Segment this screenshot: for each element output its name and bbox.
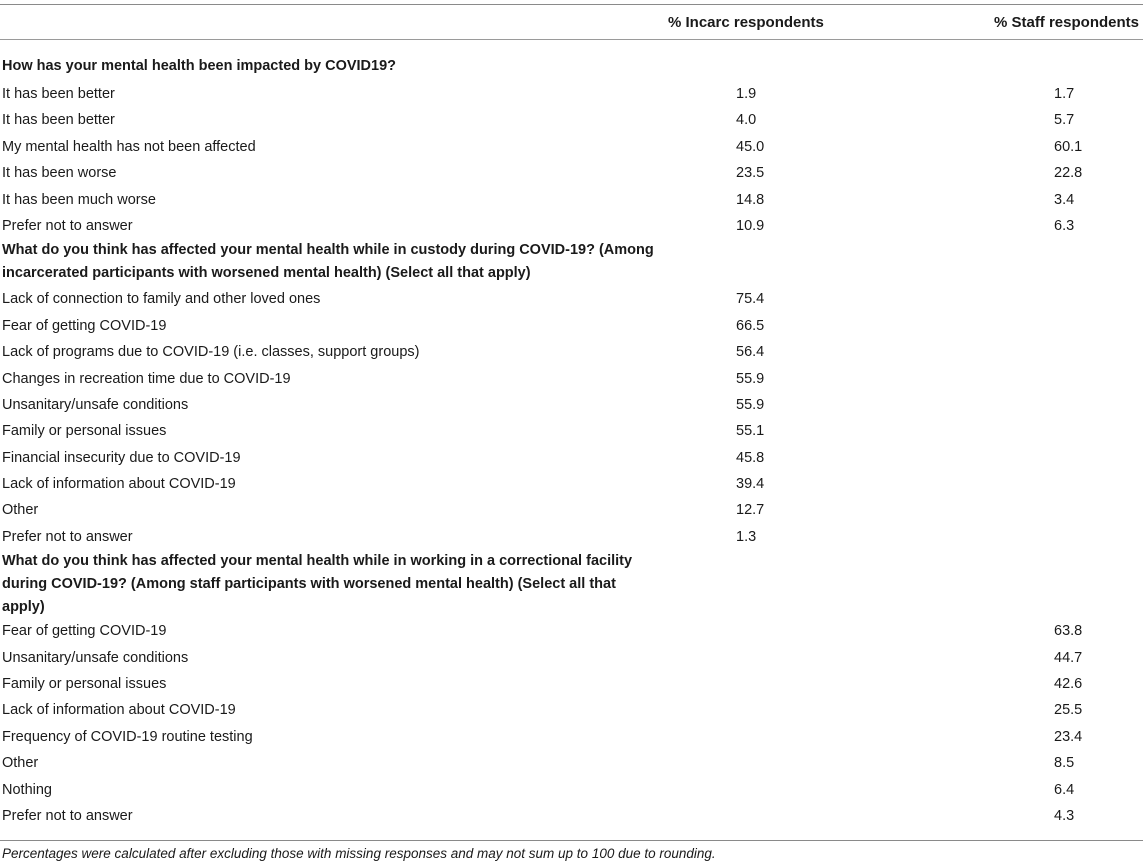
staff-value: 5.7	[1054, 112, 1075, 129]
staff-value: 6.4	[1054, 781, 1075, 798]
incarc-value: 66.5	[736, 317, 765, 334]
incarc-value: 45.8	[736, 449, 765, 466]
incarc-value: 14.8	[736, 191, 765, 208]
table-row	[0, 392, 1143, 418]
table-row	[0, 213, 1143, 239]
staff-value: 63.8	[1054, 623, 1083, 640]
incarc-value: 39.4	[736, 476, 765, 493]
staff-value: 25.5	[1054, 702, 1083, 719]
staff-value: 1.7	[1054, 86, 1075, 102]
row-label: Prefer not to answer	[2, 217, 133, 234]
row-label: Unsanitary/unsafe conditions	[2, 396, 189, 413]
staff-value: 6.3	[1054, 217, 1075, 234]
row-label: Lack of information about COVID-19	[2, 702, 236, 719]
row-label: It has been better	[2, 112, 115, 129]
table-row	[0, 313, 1143, 339]
table-row	[0, 671, 1143, 697]
table-top-rule	[0, 4, 1143, 5]
row-label: Family or personal issues	[2, 423, 167, 440]
incarc-value: 55.9	[736, 396, 765, 413]
table-row	[0, 777, 1143, 803]
incarc-value: 12.7	[736, 502, 765, 519]
row-label: Nothing	[2, 781, 52, 798]
table-row	[0, 471, 1143, 497]
row-label: Financial insecurity due to COVID-19	[2, 449, 241, 466]
table-row	[0, 645, 1143, 671]
table-row	[0, 107, 1143, 133]
row-label: It has been better	[2, 86, 115, 102]
header-rule	[0, 39, 1143, 40]
row-label: Fear of getting COVID-19	[2, 623, 167, 640]
row-label: Other	[2, 755, 39, 772]
row-label: Prefer not to answer	[2, 807, 133, 824]
table-row	[0, 366, 1143, 392]
table-row	[0, 81, 1143, 107]
incarc-value: 45.0	[736, 138, 765, 155]
incarc-value: 55.1	[736, 423, 765, 440]
table-row	[0, 134, 1143, 160]
staff-value: 42.6	[1054, 676, 1083, 693]
incarc-value: 1.9	[736, 86, 757, 102]
staff-value: 44.7	[1054, 649, 1083, 666]
table-row	[0, 697, 1143, 723]
staff-value: 8.5	[1054, 755, 1075, 772]
table-row	[0, 187, 1143, 213]
row-label: It has been worse	[2, 165, 117, 182]
incarc-value: 10.9	[736, 217, 765, 234]
incarc-value: 75.4	[736, 291, 765, 308]
table-header	[0, 12, 1143, 34]
staff-value: 23.4	[1054, 728, 1083, 745]
header-staff: % Staff respondents	[993, 14, 1139, 31]
section-title: What do you think has affected your mental health while in working in a correctional facility during COVID-19? (Among staff participants with worsened mental health) (Select all that apply)	[2, 553, 633, 616]
header-incarc: % Incarc respondents	[668, 14, 824, 31]
staff-value: 22.8	[1054, 165, 1083, 182]
row-label: Family or personal issues	[2, 676, 167, 693]
row-label: It has been much worse	[2, 191, 156, 208]
table-row	[0, 339, 1143, 365]
incarc-value: 55.9	[736, 370, 765, 387]
row-label: Changes in recreation time due to COVID-19	[2, 370, 291, 387]
incarc-value: 56.4	[736, 344, 765, 361]
table-row	[0, 724, 1143, 750]
table-footnote: Percentages were calculated after excluding those with missing responses and may not sum up to 100 due to rounding.	[2, 846, 716, 861]
incarc-value: 23.5	[736, 165, 765, 182]
staff-value: 4.3	[1054, 807, 1075, 824]
staff-value: 3.4	[1054, 191, 1075, 208]
row-label: Lack of connection to family and other loved ones	[2, 291, 321, 308]
table-row	[0, 803, 1143, 829]
section-title: How has your mental health been impacted by COVID19?	[2, 58, 397, 74]
row-label: Lack of programs due to COVID-19 (i.e. classes, support groups)	[2, 344, 420, 361]
staff-value: 60.1	[1054, 138, 1083, 155]
section-title: What do you think has affected your mental health while in custody during COVID-19? (Among incarcerated participants with worsened mental health) (Select all that apply)	[2, 242, 654, 282]
table-row	[0, 418, 1143, 444]
row-label: Other	[2, 502, 39, 519]
row-label: Frequency of COVID-19 routine testing	[2, 728, 253, 745]
table-bottom-rule	[0, 840, 1143, 841]
table-row	[0, 618, 1143, 644]
table-body	[0, 53, 1143, 829]
table-row	[0, 445, 1143, 471]
table-row	[0, 750, 1143, 776]
table-row	[0, 497, 1143, 523]
row-label: Lack of information about COVID-19	[2, 476, 236, 493]
row-label: Unsanitary/unsafe conditions	[2, 649, 189, 666]
incarc-value: 4.0	[736, 112, 757, 129]
row-label: My mental health has not been affected	[2, 138, 256, 155]
table-row	[0, 160, 1143, 186]
row-label: Fear of getting COVID-19	[2, 317, 167, 334]
table-row	[0, 286, 1143, 312]
row-label: Prefer not to answer	[2, 528, 133, 545]
incarc-value: 1.3	[736, 528, 757, 545]
table-row	[0, 524, 1143, 550]
